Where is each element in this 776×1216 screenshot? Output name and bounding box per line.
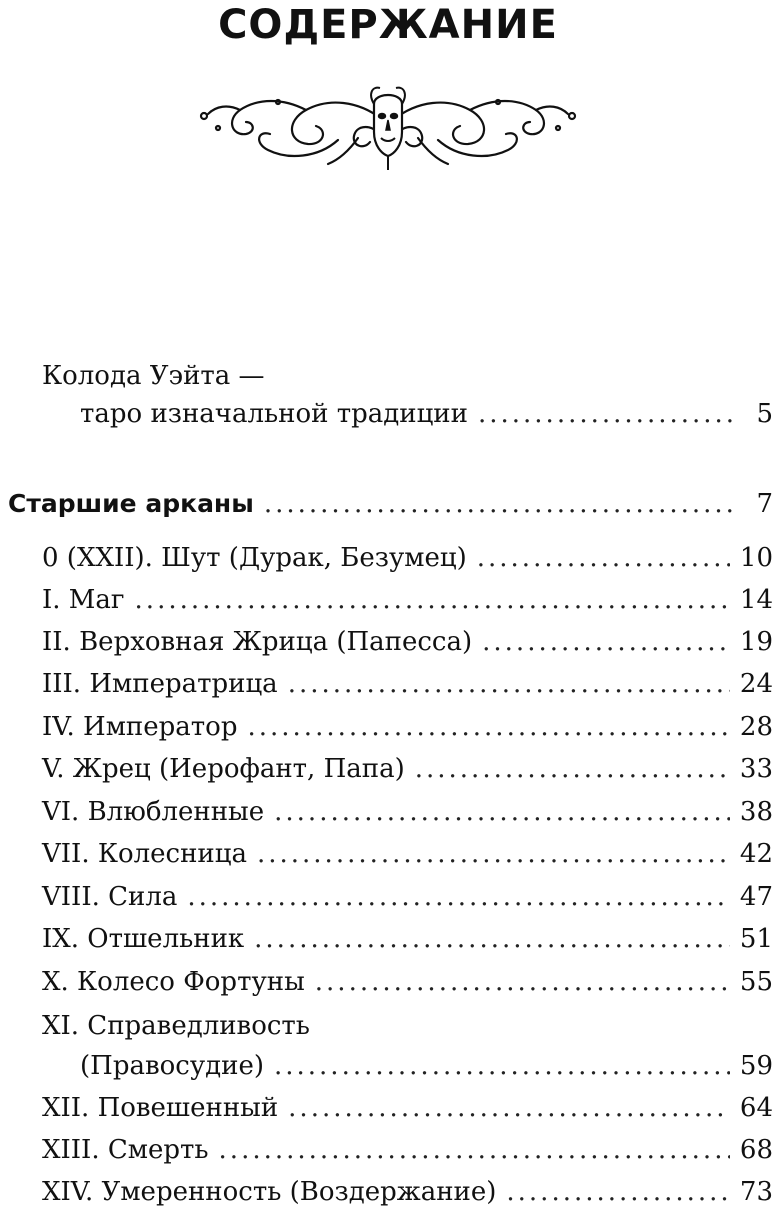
toc-entry[interactable] (42, 542, 773, 574)
dot-leader (254, 923, 730, 955)
toc-entry[interactable] (42, 1092, 773, 1124)
toc-entry-label: IV. Император (42, 712, 238, 742)
toc-entry[interactable] (42, 1176, 773, 1208)
toc-entry-label: XIII. Смерть (42, 1135, 209, 1165)
toc-page-number: 24 (739, 669, 773, 699)
dot-leader (135, 584, 730, 616)
toc-entry[interactable] (42, 584, 773, 616)
page-title: СОДЕРЖАНИЕ (218, 2, 558, 48)
toc-page-number: 38 (739, 797, 773, 827)
toc-page-number: 68 (739, 1135, 773, 1165)
toc-entry-label: 0 (XXII). Шут (Дурак, Безумец) (42, 543, 467, 573)
dot-leader (415, 753, 730, 785)
toc-entry[interactable] (80, 1050, 773, 1082)
toc-entry-intro[interactable] (80, 398, 773, 430)
toc-entry-label: III. Императрица (42, 669, 278, 699)
toc-page-number: 14 (739, 585, 773, 615)
toc-section-major-arcana[interactable] (8, 488, 773, 520)
dot-leader (219, 1134, 730, 1166)
toc-entry[interactable] (42, 796, 773, 828)
toc-entry-label: VI. Влюбленные (42, 797, 265, 827)
toc-entry-label: VII. Колесница (42, 839, 247, 869)
toc-page-number: 33 (739, 754, 773, 784)
toc-entry[interactable] (42, 668, 773, 700)
toc-entry[interactable] (42, 1134, 773, 1166)
intro-line1: Колода Уэйта — (42, 361, 265, 391)
dot-leader (315, 966, 730, 998)
toc-entry[interactable] (42, 923, 773, 955)
toc-page-number: 28 (739, 712, 773, 742)
section-label: Старшие арканы (8, 489, 254, 518)
dot-leader (482, 626, 730, 658)
toc-entry[interactable] (42, 838, 773, 870)
toc-page-number: 47 (739, 882, 773, 912)
toc-entry-label-line1: XI. Справедливость (42, 1011, 310, 1041)
dot-leader (478, 398, 739, 430)
toc-entry[interactable] (42, 753, 773, 785)
toc-page-number: 51 (739, 924, 773, 954)
toc-page-number: 59 (739, 1051, 773, 1081)
dot-leader (247, 711, 729, 743)
toc-page-number: 7 (756, 489, 773, 519)
dot-leader (506, 1176, 730, 1208)
toc-entry[interactable] (42, 881, 773, 913)
toc-entry-label: I. Маг (42, 585, 125, 615)
dot-leader (257, 838, 730, 870)
toc-entry-label: V. Жрец (Иерофант, Папа) (42, 754, 405, 784)
toc-page-number: 5 (756, 399, 773, 429)
toc-page-number: 55 (739, 967, 773, 997)
toc-entry-label: VIII. Сила (42, 882, 178, 912)
toc-entry-label: IX. Отшельник (42, 924, 245, 954)
dot-leader (274, 1050, 730, 1082)
toc-entry-label: (Правосудие) (80, 1051, 264, 1081)
dot-leader (288, 668, 730, 700)
dot-leader (274, 796, 730, 828)
toc-entry[interactable] (42, 711, 773, 743)
toc-entry-label: XIV. Умеренность (Воздержание) (42, 1177, 497, 1207)
dot-leader (288, 1092, 730, 1124)
toc-entry-label: X. Колесо Фортуны (42, 967, 305, 997)
toc-entry-label: II. Верховная Жрица (Папесса) (42, 627, 473, 657)
toc-page-number: 73 (739, 1177, 773, 1207)
toc-entry-label: таро изначальной традиции (80, 399, 468, 429)
dot-leader (477, 542, 730, 574)
dot-leader (187, 881, 730, 913)
toc-page-number: 64 (739, 1093, 773, 1123)
toc-page-number: 42 (739, 839, 773, 869)
toc-entry[interactable] (42, 626, 773, 658)
toc-page-number: 19 (739, 627, 773, 657)
toc-entry-label: XII. Повешенный (42, 1093, 279, 1123)
toc-entry[interactable] (42, 966, 773, 998)
dot-leader (264, 488, 739, 520)
toc-page-number: 10 (739, 543, 773, 573)
